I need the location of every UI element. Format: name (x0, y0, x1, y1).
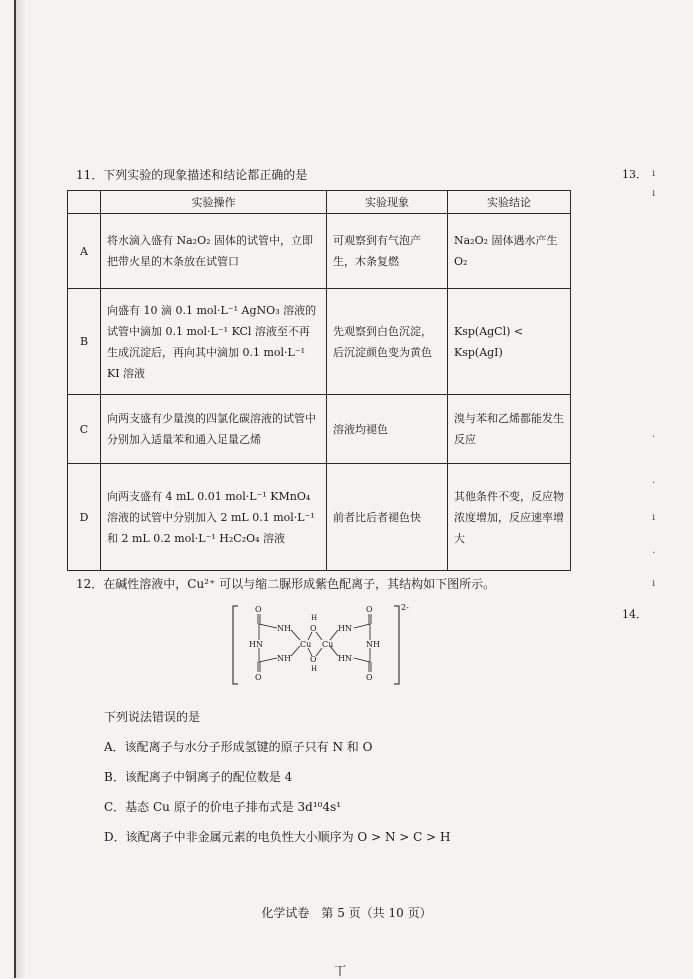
right-bracket (394, 606, 399, 684)
bleed-mark: ı (652, 578, 656, 589)
bleed-mark: · (652, 478, 656, 489)
header-phenomenon: 实验现象 (327, 191, 448, 214)
atom-o-bottom-left: O (255, 673, 262, 682)
bleed-mark: ı (652, 168, 656, 179)
row-operation: 将水滴入盛有 Na₂O₂ 固体的试管中，立即把带火星的木条放在试管口 (101, 214, 327, 289)
atom-nh-right: NH (366, 640, 380, 649)
atom-o-bottom-right: O (366, 673, 373, 682)
row-phenomenon: 可观察到有气泡产生，木条复燃 (327, 214, 448, 289)
q12-option-c: C．基态 Cu 原子的价电子排布式是 3d¹⁰4s¹ (104, 800, 342, 814)
row-conclusion: 溴与苯和乙烯都能发生反应 (448, 395, 571, 464)
charge-label: 2- (401, 603, 409, 612)
row-phenomenon: 先观察到白色沉淀，后沉淀颜色变为黄色 (327, 289, 448, 395)
row-phenomenon: 前者比后者褪色快 (327, 464, 448, 571)
table-row (68, 464, 571, 571)
table-header-row (68, 191, 571, 214)
atom-h-bottom: H (311, 665, 318, 673)
atom-nh-upper-left: NH (277, 624, 291, 633)
bottom-cut-mark: 丅 (334, 964, 347, 978)
atom-o-bridge-top: O (310, 624, 317, 633)
complex-structure-diagram (230, 598, 410, 690)
table-row (68, 214, 571, 289)
bleed-mark: ı (652, 188, 656, 199)
q12-option-b: B．该配离子中铜离子的配位数是 4 (104, 770, 293, 784)
binding-shadow (16, 0, 26, 978)
margin-q14: 14． (622, 608, 647, 621)
left-bracket (233, 606, 238, 684)
atom-o-top-right: O (366, 605, 373, 614)
q12-option-d: D．该配离子中非金属元素的电负性大小顺序为 O > N > C > H (104, 830, 451, 844)
header-operation: 实验操作 (101, 191, 327, 214)
q11-title: 11．下列实验的现象描述和结论都正确的是 (76, 168, 308, 182)
page-footer: 化学试卷 第 5 页（共 10 页） (261, 906, 432, 920)
header-label-cell (68, 191, 101, 214)
atom-h-top: H (311, 614, 318, 622)
table-row (68, 289, 571, 395)
row-conclusion: 其他条件不变，反应物浓度增加，反应速率增大 (448, 464, 571, 571)
atom-cu-left: Cu (300, 640, 312, 649)
row-conclusion: Na₂O₂ 固体遇水产生 O₂ (448, 214, 571, 289)
row-phenomenon: 溶液均褪色 (327, 395, 448, 464)
row-label: C (68, 395, 101, 464)
atom-hn-upper-right: HN (338, 624, 352, 633)
atom-cu-right: Cu (322, 640, 334, 649)
atom-o-top-left: O (255, 605, 262, 614)
bleed-mark: · (652, 432, 656, 443)
bleed-mark: · (652, 548, 656, 559)
header-conclusion: 实验结论 (448, 191, 571, 214)
atom-hn-left: HN (249, 640, 263, 649)
q12-lead: 下列说法错误的是 (104, 710, 201, 724)
experiment-table (67, 190, 571, 571)
table-row (68, 395, 571, 464)
row-label: A (68, 214, 101, 289)
row-operation: 向盛有 10 滴 0.1 mol·L⁻¹ AgNO₃ 溶液的试管中滴加 0.1 mol·L⁻¹ KCl 溶液至不再生成沉淀后，再向其中滴加 0.1 mol·L⁻¹ KI 溶液 (101, 289, 327, 395)
margin-q13: 13． (622, 168, 647, 181)
row-conclusion: Ksp(AgCl) < Ksp(AgI) (448, 289, 571, 395)
q12-option-a: A．该配离子与水分子形成氢键的原子只有 N 和 O (104, 740, 373, 754)
bleed-mark: ı (652, 512, 656, 523)
atom-o-bridge-bottom: O (310, 655, 317, 664)
row-label: D (68, 464, 101, 571)
row-operation: 向两支盛有少量溴的四氯化碳溶液的试管中分别加入适量苯和通入足量乙烯 (101, 395, 327, 464)
row-label: B (68, 289, 101, 395)
atom-nh-lower-left: NH (277, 654, 291, 663)
row-operation: 向两支盛有 4 mL 0.01 mol·L⁻¹ KMnO₄ 溶液的试管中分别加入 2 mL 0.1 mol·L⁻¹ 和 2 mL 0.2 mol·L⁻¹ H₂C₂O₄ 溶液 (101, 464, 327, 571)
atom-hn-lower-right: HN (338, 654, 352, 663)
q12-title: 12．在碱性溶液中，Cu²⁺ 可以与缩二脲形成紫色配离子，其结构如下图所示。 (76, 577, 496, 591)
